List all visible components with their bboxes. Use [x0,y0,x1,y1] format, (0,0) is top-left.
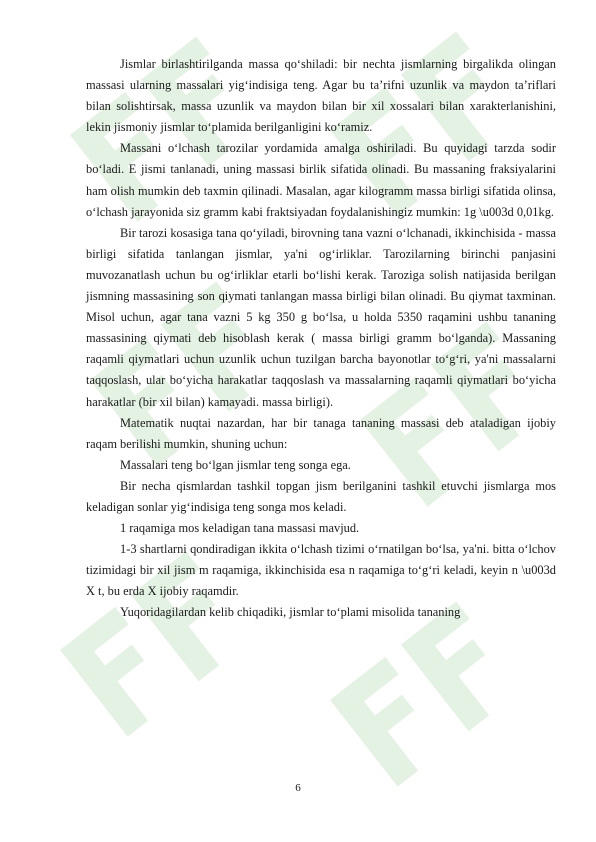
page-number: 6 [295,782,301,794]
document-body [86,54,556,624]
paragraph-mass-measurement: Massani o‘lchash tarozilar yordamida amalga oshiriladi. Bu quyidagi tarzda sodir bo‘ladi. E jismi tanlanadi, uning massasi birlik sifatida olinadi. Bu massaning fraksiyalarini ham olish mumkin deb taxmin qilinadi. Masalan, agar kilogramm massa birligi sifatida olinsa, o‘lchash jarayonida siz gramm kabi fraktsiyadan foydalanishingiz mumkin: 1g \u003d 0,01kg. [86,141,556,219]
paragraph-condition-1: Massalari teng bo‘lgan jismlar teng songa ega. [120,457,351,472]
paragraph-measurement-systems: 1-3 shartlarni qondiradigan ikkita o‘lchash tizimi o‘rnatilgan bo‘lsa, ya'ni. bitta o‘lchov tizimidagi bir xil jism m raqamiga, ikkinchisida esa n raqamiga to‘g‘ri keladi, keyin n \u003d X t, bu erda X ijobiy raqamdir. [86,542,556,599]
paragraph-conclusion: Yuqoridagilardan kelib chiqadiki, jismlar to‘plami misolida tananing [120,605,461,620]
paragraph-mass-additivity: Jismlar birlashtirilganda massa qo‘shiladi: bir nechta jismlarning birgalikda olingan massasi ularning massalari yig‘indisiga teng. Agar bu ta’rifni uzunlik va maydon ta’riflari bilan solishtirsak, massa uzunlik va maydon bilan bir xil xossalari bilan xarakterlanishini, lekin jismoniy jismlar to‘plamida berilganligini ko‘ramiz. [86,57,556,135]
paragraph-mathematical-view: Matematik nuqtai nazardan, har bir tanaga tananing massasi deb ataladigan ijobiy raqam berilishi mumkin, shuning uchun: [86,415,556,451]
paragraph-condition-3: 1 raqamiga mos keladigan tana massasi mavjud. [120,521,360,536]
paragraph-weighing-process: Bir tarozi kosasiga tana qo‘yiladi, birovning tana vazni o‘lchanadi, ikkinchisida - massa birligi sifatida tanlangan jismlar, ya'ni og‘irliklar. Tarozilarning birinchi panjasini muvozanatlash uchun bu og‘irliklar etarli bo‘lishi kerak. Taroziga solish natijasida berilgan jismning massasining son qiymati tanlangan massa birligi bilan olinadi. Bu qiymat taxminan. Misol uchun, agar tana vazni 5 kg 350 g bo‘lsa, u holda 5350 raqamini ushbu tananing massasining qiymati deb hisoblash kerak ( massa birligi gramm bo‘lganda). Massaning raqamli qiymatlari uchun uzunlik uchun tuzilgan barcha bayonotlar to‘g‘ri, ya'ni massalarni taqqoslash, ular bo‘yicha harakatlar taqqoslash va massalarning raqamli qiymatlari bo‘yicha harakatlar (bir xil bilan) kamayadi. massa birligi). [86,225,556,409]
paragraph-condition-2: Bir necha qismlardan tashkil topgan jism berilganini tashkil etuvchi jismlarga mos keladigan sonlar yig‘indisiga teng songa mos keladi. [86,478,556,514]
